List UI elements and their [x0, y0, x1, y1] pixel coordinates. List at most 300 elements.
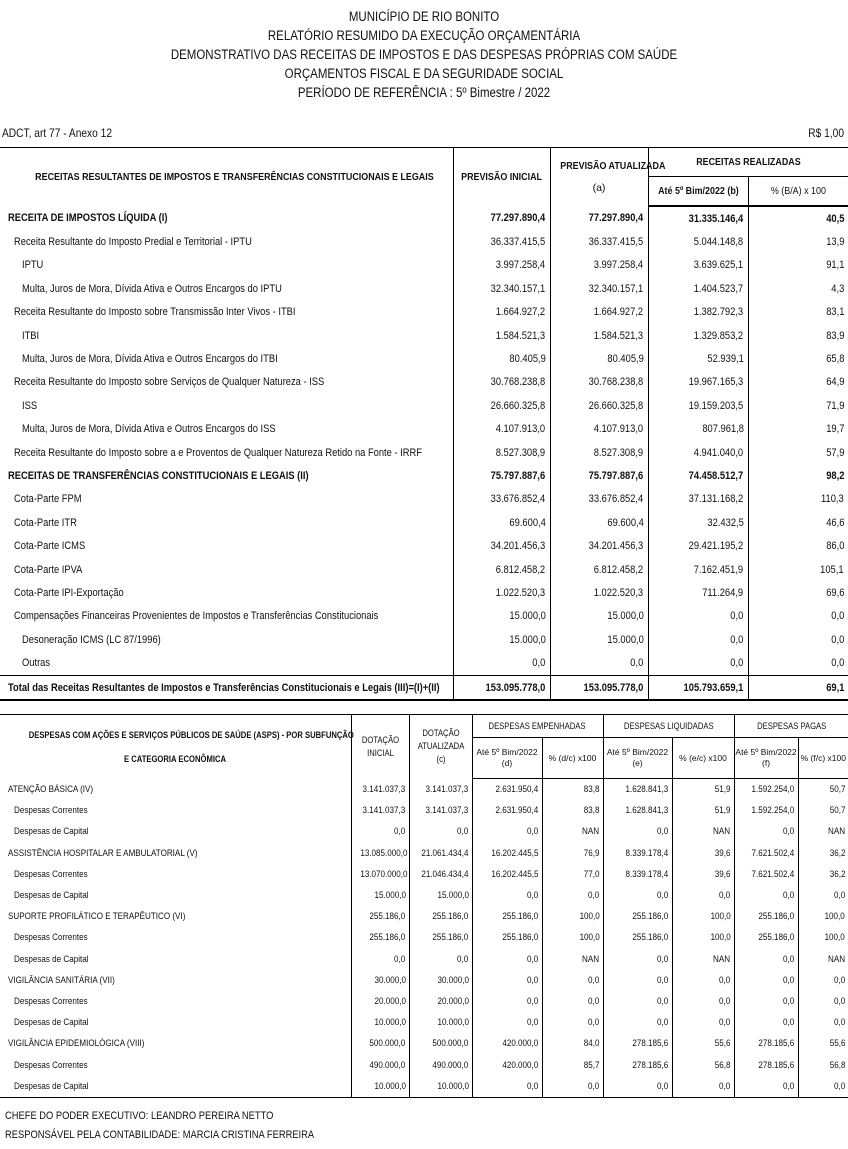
previsao-atualizada-value: 36.337.415,5 — [550, 230, 648, 253]
liquidada-value: 0,0 — [603, 821, 672, 842]
previsao-atualizada-value: 1.584.521,3 — [550, 324, 648, 347]
empenhada-value: 0,0 — [472, 949, 542, 970]
revenue-row — [0, 464, 848, 487]
expense-label: VIGILÂNCIA SANITÁRIA (VII) — [8, 974, 115, 986]
percentual-value: 91,1 — [748, 254, 848, 277]
liquidada-value: 0,0 — [603, 991, 672, 1012]
previsao-inicial-value: 8.527.308,9 — [453, 441, 550, 464]
paga-pct: 55,6 — [798, 1033, 848, 1054]
receita-realizada-value: 0,0 — [648, 605, 748, 628]
previsao-inicial-value: 3.997.258,4 — [453, 254, 550, 277]
empenhada-value: 420.000,0 — [472, 1054, 542, 1075]
receita-realizada-value: 19.159.203,5 — [648, 394, 748, 417]
paga-pct: 0,0 — [798, 1076, 848, 1098]
dotacao-atualizada-value: 490.000,0 — [409, 1054, 472, 1075]
expense-label: Despesas Correntes — [14, 868, 88, 880]
revenue-row — [0, 441, 848, 464]
previsao-atualizada-value: 80.405,9 — [550, 347, 648, 370]
dotacao-inicial-value: 3.141.037,3 — [351, 800, 409, 821]
expense-label: Despesas Correntes — [14, 932, 88, 944]
revenue-label: Receita Resultante do Imposto sobre a e Proventos de Qualquer Natureza Retido na Fonte - IRRF — [14, 446, 422, 459]
expense-row — [0, 864, 848, 885]
liquidada-pct: NAN — [672, 949, 734, 970]
dotacao-inicial-value: 255.186,0 — [351, 906, 409, 927]
empenhada-pct: 84,0 — [542, 1033, 603, 1054]
liquidada-pct: 0,0 — [672, 1012, 734, 1033]
dotacao-inicial-value: 15.000,0 — [351, 885, 409, 906]
revenue-row — [0, 558, 848, 581]
previsao-atualizada-value: 6.812.458,2 — [550, 558, 648, 581]
revenue-row — [0, 511, 848, 534]
percentual-value: 83,9 — [748, 324, 848, 347]
revenue-row — [0, 394, 848, 417]
revenue-label: ISS — [22, 399, 38, 412]
dotacao-inicial-value: 10.000,0 — [351, 1012, 409, 1033]
empenhada-pct: 76,9 — [542, 843, 603, 864]
expense-label: Despesas Correntes — [14, 1059, 88, 1071]
expense-row — [0, 885, 848, 906]
previsao-inicial-value: 1.022.520,3 — [453, 581, 550, 604]
revenue-label: Multa, Juros de Mora, Dívida Ativa e Outros Encargos do IPTU — [22, 282, 282, 295]
revenue-label: Cota-Parte FPM — [14, 493, 82, 506]
receita-realizada-value: 1.329.853,2 — [648, 324, 748, 347]
empenhada-value: 0,0 — [472, 970, 542, 991]
receita-realizada-value: 7.162.451,9 — [648, 558, 748, 581]
paga-pct: 50,7 — [798, 800, 848, 821]
paga-value: 255.186,0 — [734, 906, 798, 927]
empenhada-pct: 83,8 — [542, 779, 603, 801]
revenue-row — [0, 324, 848, 347]
liquidada-pct: 51,9 — [672, 800, 734, 821]
dotacao-inicial-value: 13.085.000,0 — [351, 843, 409, 864]
col-previsao-inicial: PREVISÃO INICIAL — [453, 148, 550, 207]
col-ate-bimestre: Até 5º Bim/2022 (b) — [648, 177, 748, 207]
paga-value: 278.185,6 — [734, 1054, 798, 1075]
empenhada-value: 16.202.445,5 — [472, 864, 542, 885]
expense-label: Despesas de Capital — [14, 890, 89, 902]
previsao-inicial-value: 34.201.456,3 — [453, 534, 550, 557]
percentual-value: 13,9 — [748, 230, 848, 253]
empenhada-value: 420.000,0 — [472, 1033, 542, 1054]
previsao-atualizada-value: 26.660.325,8 — [550, 394, 648, 417]
receita-realizada-value: 0,0 — [648, 628, 748, 651]
legal-reference: ADCT, art 77 - Anexo 12 — [2, 126, 112, 140]
paga-pct: 0,0 — [798, 970, 848, 991]
previsao-inicial-value: 77.297.890,4 — [453, 206, 550, 230]
paga-value: 0,0 — [734, 949, 798, 970]
empenhada-value: 255.186,0 — [472, 906, 542, 927]
liquidada-value: 255.186,0 — [603, 906, 672, 927]
budget-title: ORÇAMENTOS FISCAL E DA SEGURIDADE SOCIAL — [284, 66, 564, 81]
previsao-atualizada-value: 8.527.308,9 — [550, 441, 648, 464]
revenue-label: Receita Resultante do Imposto Predial e Territorial - IPTU — [14, 236, 252, 249]
revenue-row — [0, 230, 848, 253]
previsao-atualizada-value: 30.768.238,8 — [550, 371, 648, 394]
dotacao-atualizada-value: 0,0 — [409, 821, 472, 842]
dotacao-inicial-value: 500.000,0 — [351, 1033, 409, 1054]
dotacao-inicial-value: 0,0 — [351, 821, 409, 842]
empenhada-value: 0,0 — [472, 885, 542, 906]
previsao-inicial-value: 1.584.521,3 — [453, 324, 550, 347]
receita-realizada-value: 0,0 — [648, 651, 748, 675]
col-previsao-atualizada-sub: (a) — [592, 182, 606, 194]
expense-row — [0, 991, 848, 1012]
revenue-col-title: RECEITAS RESULTANTES DE IMPOSTOS E TRANSFERÊNCIAS CONSTITUCIONAIS E LEGAIS — [0, 148, 453, 207]
revenue-label: Desoneração ICMS (LC 87/1996) — [22, 633, 161, 646]
expense-row — [0, 949, 848, 970]
receita-realizada-value: 711.264,9 — [648, 581, 748, 604]
empenhada-pct: 0,0 — [542, 991, 603, 1012]
liquidada-value: 1.628.841,3 — [603, 779, 672, 801]
liquidada-value: 0,0 — [603, 1076, 672, 1098]
empenhada-pct: 77,0 — [542, 864, 603, 885]
empenhada-value: 0,0 — [472, 991, 542, 1012]
report-title: RELATÓRIO RESUMIDO DA EXECUÇÃO ORÇAMENTÁRIA — [267, 28, 581, 43]
paga-value: 7.621.502,4 — [734, 864, 798, 885]
revenue-row — [0, 488, 848, 511]
liquidada-pct: 100,0 — [672, 927, 734, 948]
paga-value: 255.186,0 — [734, 927, 798, 948]
paga-value: 0,0 — [734, 1012, 798, 1033]
previsao-atualizada-value: 77.297.890,4 — [550, 206, 648, 230]
percentual-value: 86,0 — [748, 534, 848, 557]
dotacao-atualizada-value: 20.000,0 — [409, 991, 472, 1012]
empenhada-pct: 100,0 — [542, 927, 603, 948]
percentual-value: 57,9 — [748, 441, 848, 464]
revenue-label: Cota-Parte ICMS — [14, 540, 86, 553]
col-percentual: % (B/A) x 100 — [748, 177, 848, 207]
receita-realizada-value: 105.793.659,1 — [648, 675, 748, 700]
revenue-label: Outras — [22, 657, 51, 670]
revenue-row — [0, 347, 848, 370]
expense-label: Despesas de Capital — [14, 1017, 89, 1029]
receita-realizada-value: 4.941.040,0 — [648, 441, 748, 464]
empenhada-pct: 0,0 — [542, 1076, 603, 1098]
percentual-value: 71,9 — [748, 394, 848, 417]
paga-pct: 36,2 — [798, 843, 848, 864]
previsao-inicial-value: 32.340.157,1 — [453, 277, 550, 300]
receita-realizada-value: 52.939,1 — [648, 347, 748, 370]
expense-label: Despesas Correntes — [14, 995, 88, 1007]
revenue-label: RECEITA DE IMPOSTOS LÍQUIDA (I) — [8, 212, 168, 225]
revenue-row — [0, 254, 848, 277]
revenue-label: ITBI — [22, 329, 40, 342]
liquidada-value: 0,0 — [603, 949, 672, 970]
dotacao-inicial-value: 255.186,0 — [351, 927, 409, 948]
percentual-value: 83,1 — [748, 301, 848, 324]
paga-value: 0,0 — [734, 885, 798, 906]
paga-pct: 100,0 — [798, 906, 848, 927]
dotacao-atualizada-value: 21.046.434,4 — [409, 864, 472, 885]
paga-pct: 100,0 — [798, 927, 848, 948]
expense-row — [0, 927, 848, 948]
expense-row — [0, 1012, 848, 1033]
previsao-inicial-value: 36.337.415,5 — [453, 230, 550, 253]
revenue-row — [0, 371, 848, 394]
paga-pct: 36,2 — [798, 864, 848, 885]
empenhada-value: 255.186,0 — [472, 927, 542, 948]
receita-realizada-value: 29.421.195,2 — [648, 534, 748, 557]
dotacao-atualizada-value: 10.000,0 — [409, 1076, 472, 1098]
executive-signature: CHEFE DO PODER EXECUTIVO: LEANDRO PEREIRA NETTO — [5, 1110, 274, 1122]
previsao-atualizada-value: 34.201.456,3 — [550, 534, 648, 557]
expense-row — [0, 779, 848, 801]
paga-value: 278.185,6 — [734, 1033, 798, 1054]
revenue-label: RECEITAS DE TRANSFERÊNCIAS CONSTITUCIONAIS E LEGAIS (II) — [8, 469, 309, 482]
col-pag-ate: Até 5º Bim/2022 (f) — [734, 738, 798, 779]
expense-row — [0, 800, 848, 821]
revenue-label: Cota-Parte IPI-Exportação — [14, 586, 124, 599]
expense-row — [0, 1076, 848, 1098]
empenhada-value: 2.631.950,4 — [472, 779, 542, 801]
empenhada-pct: 0,0 — [542, 970, 603, 991]
previsao-atualizada-value: 32.340.157,1 — [550, 277, 648, 300]
percentual-value: 69,6 — [748, 581, 848, 604]
empenhada-pct: 85,7 — [542, 1054, 603, 1075]
percentual-value: 4,3 — [748, 277, 848, 300]
statement-title: DEMONSTRATIVO DAS RECEITAS DE IMPOSTOS E DAS DESPESAS PRÓPRIAS COM SAÚDE — [170, 47, 678, 62]
previsao-inicial-value: 75.797.887,6 — [453, 464, 550, 487]
paga-value: 1.592.254,0 — [734, 800, 798, 821]
revenue-label: Receita Resultante do Imposto sobre Serviços de Qualquer Natureza - ISS — [14, 376, 325, 389]
currency-unit: R$ 1,00 — [808, 126, 844, 140]
previsao-atualizada-value: 3.997.258,4 — [550, 254, 648, 277]
col-emp-ate: Até 5º Bim/2022 (d) — [472, 738, 542, 779]
dotacao-atualizada-value: 15.000,0 — [409, 885, 472, 906]
previsao-inicial-value: 0,0 — [453, 651, 550, 675]
subheader-line — [2, 126, 844, 140]
receita-realizada-value: 37.131.168,2 — [648, 488, 748, 511]
revenue-label: Multa, Juros de Mora, Dívida Ativa e Outros Encargos do ITBI — [22, 353, 278, 366]
municipality-title: MUNICÍPIO DE RIO BONITO — [348, 9, 500, 24]
percentual-value: 110,3 — [748, 488, 848, 511]
liquidada-value: 278.185,6 — [603, 1033, 672, 1054]
empenhada-value: 0,0 — [472, 1012, 542, 1033]
health-expense-table — [0, 714, 848, 1098]
previsao-inicial-value: 30.768.238,8 — [453, 371, 550, 394]
dotacao-inicial-value: 0,0 — [351, 949, 409, 970]
dotacao-inicial-value: 10.000,0 — [351, 1076, 409, 1098]
paga-pct: 50,7 — [798, 779, 848, 801]
liquidada-value: 8.339.178,4 — [603, 843, 672, 864]
percentual-value: 0,0 — [748, 628, 848, 651]
empenhada-pct: 0,0 — [542, 885, 603, 906]
dotacao-atualizada-value: 0,0 — [409, 949, 472, 970]
liquidada-pct: 0,0 — [672, 991, 734, 1012]
col-liq-pct: % (e/c) x100 — [672, 738, 734, 779]
col-liq-ate: Até 5º Bim/2022 (e) — [603, 738, 672, 779]
liquidada-pct: 0,0 — [672, 1076, 734, 1098]
receita-realizada-value: 32.432,5 — [648, 511, 748, 534]
dotacao-atualizada-value: 10.000,0 — [409, 1012, 472, 1033]
paga-value: 0,0 — [734, 821, 798, 842]
liquidada-pct: 0,0 — [672, 970, 734, 991]
paga-value: 0,0 — [734, 1076, 798, 1098]
paga-pct: 56,8 — [798, 1054, 848, 1075]
expense-label: VIGILÂNCIA EPIDEMIOLÓGICA (VIII) — [8, 1038, 145, 1050]
percentual-value: 19,7 — [748, 418, 848, 441]
empenhada-pct: 83,8 — [542, 800, 603, 821]
col-pag-pct: % (f/c) x100 — [798, 738, 848, 779]
percentual-value: 105,1 — [748, 558, 848, 581]
expense-label: Despesas Correntes — [14, 805, 88, 817]
revenue-label: IPTU — [22, 259, 44, 272]
dotacao-inicial-value: 20.000,0 — [351, 991, 409, 1012]
liquidada-pct: 100,0 — [672, 906, 734, 927]
empenhada-value: 0,0 — [472, 1076, 542, 1098]
dotacao-inicial-value: 3.141.037,3 — [351, 779, 409, 801]
percentual-value: 69,1 — [748, 675, 848, 700]
paga-value: 0,0 — [734, 991, 798, 1012]
previsao-inicial-value: 6.812.458,2 — [453, 558, 550, 581]
previsao-atualizada-value: 15.000,0 — [550, 605, 648, 628]
expense-label: Despesas de Capital — [0, 1076, 351, 1098]
paga-pct: 0,0 — [798, 885, 848, 906]
dotacao-atualizada-value: 30.000,0 — [409, 970, 472, 991]
liquidada-value: 8.339.178,4 — [603, 864, 672, 885]
expense-label: ASSISTÊNCIA HOSPITALAR E AMBULATORIAL (V) — [8, 847, 198, 859]
previsao-atualizada-value: 69.600,4 — [550, 511, 648, 534]
col-emp-pct: % (d/c) x100 — [542, 738, 603, 779]
dotacao-inicial-value: 30.000,0 — [351, 970, 409, 991]
revenue-row — [0, 628, 848, 651]
previsao-inicial-value: 4.107.913,0 — [453, 418, 550, 441]
percentual-value: 0,0 — [748, 605, 848, 628]
revenue-row — [0, 277, 848, 300]
liquidada-value: 0,0 — [603, 885, 672, 906]
dotacao-atualizada-value: 255.186,0 — [409, 927, 472, 948]
receita-realizada-value: 3.639.625,1 — [648, 254, 748, 277]
revenue-label: Multa, Juros de Mora, Dívida Ativa e Outros Encargos do ISS — [22, 423, 276, 436]
report-footer — [5, 1107, 369, 1145]
receita-realizada-value: 74.458.512,7 — [648, 464, 748, 487]
liquidada-pct: 51,9 — [672, 779, 734, 801]
paga-value: 0,0 — [734, 970, 798, 991]
col-dotacao-inicial: DOTAÇÃO INICIAL — [351, 715, 409, 779]
expense-row — [0, 906, 848, 927]
previsao-atualizada-value: 0,0 — [550, 651, 648, 675]
percentual-value: 0,0 — [748, 651, 848, 675]
paga-value: 7.621.502,4 — [734, 843, 798, 864]
liquidada-value: 1.628.841,3 — [603, 800, 672, 821]
previsao-inicial-value: 26.660.325,8 — [453, 394, 550, 417]
expense-row — [0, 1033, 848, 1054]
dotacao-atualizada-value: 21.061.434,4 — [409, 843, 472, 864]
receita-realizada-value: 807.961,8 — [648, 418, 748, 441]
accounting-signature: RESPONSÁVEL PELA CONTABILIDADE: MARCIA CRISTINA FERREIRA — [5, 1129, 315, 1141]
liquidada-pct: 0,0 — [672, 885, 734, 906]
liquidada-pct: 55,6 — [672, 1033, 734, 1054]
report-header — [0, 7, 848, 102]
expense-label: ATENÇÃO BÁSICA (IV) — [8, 783, 94, 795]
col-despesas-pagas: DESPESAS PAGAS — [734, 715, 848, 738]
percentual-value: 65,8 — [748, 347, 848, 370]
revenue-row — [0, 605, 848, 628]
expense-col-title: DESPESAS COM AÇÕES E SERVIÇOS PÚBLICOS DE SAÚDE (ASPS) - POR SUBFUNÇÃO E CATEGORIA ECONÔMICA — [0, 715, 351, 779]
liquidada-pct: 56,8 — [672, 1054, 734, 1075]
expense-row — [0, 843, 848, 864]
revenue-label: Cota-Parte IPVA — [14, 563, 83, 576]
previsao-inicial-value: 33.676.852,4 — [453, 488, 550, 511]
revenue-row — [0, 301, 848, 324]
col-previsao-atualizada: PREVISÃO ATUALIZADA (a) — [550, 148, 648, 207]
liquidada-pct: NAN — [672, 821, 734, 842]
dotacao-inicial-value: 13.070.000,0 — [351, 864, 409, 885]
col-despesas-empenhadas: DESPESAS EMPENHADAS — [472, 715, 603, 738]
expense-label: Despesas de Capital — [14, 953, 89, 965]
receita-realizada-value: 31.335.146,4 — [648, 206, 748, 230]
revenue-label: Cota-Parte ITR — [14, 516, 77, 529]
liquidada-value: 255.186,0 — [603, 927, 672, 948]
empenhada-pct: 0,0 — [542, 1012, 603, 1033]
revenue-row — [0, 581, 848, 604]
empenhada-pct: 100,0 — [542, 906, 603, 927]
dotacao-atualizada-value: 500.000,0 — [409, 1033, 472, 1054]
previsao-inicial-value: 69.600,4 — [453, 511, 550, 534]
liquidada-value: 278.185,6 — [603, 1054, 672, 1075]
revenue-row — [0, 675, 848, 700]
percentual-value: 64,9 — [748, 371, 848, 394]
previsao-inicial-value: 1.664.927,2 — [453, 301, 550, 324]
previsao-inicial-value: 80.405,9 — [453, 347, 550, 370]
previsao-atualizada-value: 1.664.927,2 — [550, 301, 648, 324]
empenhada-value: 2.631.950,4 — [472, 800, 542, 821]
expense-row — [0, 970, 848, 991]
col-despesas-liquidadas: DESPESAS LIQUIDADAS — [603, 715, 734, 738]
paga-pct: NAN — [798, 821, 848, 842]
empenhada-value: 16.202.445,5 — [472, 843, 542, 864]
receita-realizada-value: 1.382.792,3 — [648, 301, 748, 324]
expense-label: SUPORTE PROFILÁTICO E TERAPÊUTICO (VI) — [8, 911, 186, 923]
empenhada-pct: NAN — [542, 821, 603, 842]
revenue-table — [0, 147, 848, 701]
previsao-inicial-value: 153.095.778,0 — [453, 675, 550, 700]
receita-realizada-value: 19.967.165,3 — [648, 371, 748, 394]
previsao-atualizada-value: 1.022.520,3 — [550, 581, 648, 604]
reference-period: PERÍODO DE REFERÊNCIA : 5º Bimestre / 2022 — [297, 85, 551, 100]
dotacao-inicial-value: 490.000,0 — [351, 1054, 409, 1075]
revenue-row — [0, 418, 848, 441]
paga-pct: NAN — [798, 949, 848, 970]
col-receitas-realizadas: RECEITAS REALIZADAS — [648, 148, 848, 177]
liquidada-value: 0,0 — [603, 970, 672, 991]
revenue-label: Receita Resultante do Imposto sobre Transmissão Inter Vivos - ITBI — [14, 306, 296, 319]
percentual-value: 46,6 — [748, 511, 848, 534]
previsao-atualizada-value: 4.107.913,0 — [550, 418, 648, 441]
previsao-inicial-value: 15.000,0 — [453, 628, 550, 651]
expense-row — [0, 1054, 848, 1075]
paga-value: 1.592.254,0 — [734, 779, 798, 801]
empenhada-pct: NAN — [542, 949, 603, 970]
expense-row — [0, 821, 848, 842]
liquidada-value: 0,0 — [603, 1012, 672, 1033]
empenhada-value: 0,0 — [472, 821, 542, 842]
receita-realizada-value: 1.404.523,7 — [648, 277, 748, 300]
paga-pct: 0,0 — [798, 1012, 848, 1033]
previsao-atualizada-value: 153.095.778,0 — [550, 675, 648, 700]
liquidada-pct: 39,6 — [672, 843, 734, 864]
dotacao-atualizada-value: 3.141.037,3 — [409, 779, 472, 801]
previsao-atualizada-value: 75.797.887,6 — [550, 464, 648, 487]
percentual-value: 98,2 — [748, 464, 848, 487]
revenue-row — [0, 534, 848, 557]
previsao-inicial-value: 15.000,0 — [453, 605, 550, 628]
percentual-value: 40,5 — [748, 206, 848, 230]
revenue-label: Compensações Financeiras Provenientes de Impostos e Transferências Constitucionais — [14, 610, 379, 623]
revenue-row — [0, 206, 848, 230]
receita-realizada-value: 5.044.148,8 — [648, 230, 748, 253]
revenue-row — [0, 651, 848, 675]
